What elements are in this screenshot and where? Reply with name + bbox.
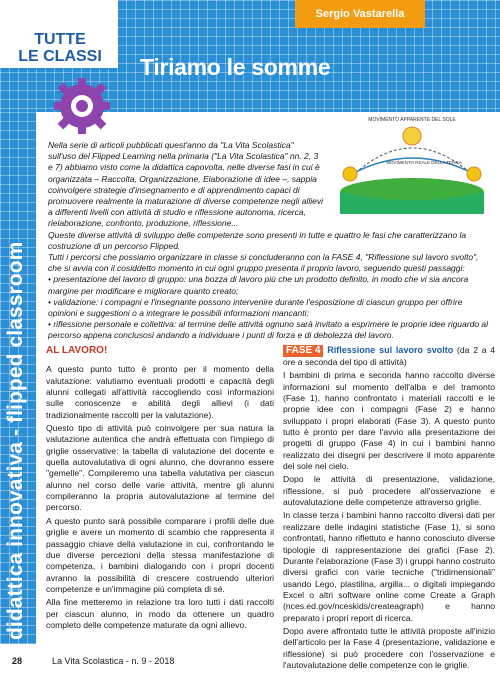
section-line-2: LE CLASSI (18, 48, 102, 65)
left-paragraph-1: A questo punto tutto è pronto per il momento della valutazione: valutiamo eventuali prodotti e capacità degli alunni collegati all'attività raccogliendo così informazioni sulle conoscenze e abilità degli allievi (i dati tradizionalmente raccolti per la valutazione). (46, 364, 274, 420)
intro-bullet-3: • riflessione personale e collettiva: al termine delle attività ognuno sarà invitato a esprimere le proprie idee riguardo al percorso appena conclusosi andando a individuare i punti di forza e di debolezza del lavoro. (48, 319, 489, 341)
intro-paragraph-1: Nella serie di articoli pubblicati quest'anno da "La Vita Scolastica" sull'uso del Flipped Learning nella primaria ("La Vita Scolastica" nn. 2, 3 e 7) abbiamo visto come la didattica capovolta, nelle diverse fasi in cui è organizzata – Raccolta, Organizzazione, Elaborazione di idee –, sappia coinvolgere strategie d'insegnamento e di apprendimento capaci di promuovere realmente la maturazione di diverse competenze negli allievi a differenti livelli con attività di studio e riflessione autonoma, ricerca, rielaborazione, confronto, produzione, riflessione... (48, 140, 323, 229)
page-number: 28 (12, 656, 23, 666)
phase-note: (da 2 a 4 ore a seconda del tipo di attività) (283, 345, 495, 367)
intro-text (48, 140, 493, 342)
intro-paragraph-2: Queste diverse attività di sviluppo delle competenze sono presenti in tutte e quattro le fasi che caratterizzano la costruzione di un percorso Flipped. (48, 229, 467, 251)
intro-bullet-1: • presentazione del lavoro di gruppo: una bozza di lavoro più che un prodotto definito, in modo che vi sia ancora margine per modificare e migliorare quanto creato; (48, 274, 469, 296)
left-paragraph-2: Questo tipo di attività può coinvolgere per sua natura la valutazione autentica che andrà effettuata con l'impiego di griglie osservative: la tabella di valutazione del docente e quella autovalutativa di ogni alunno, che dovranno essere "gemelle". Compileremo una tabella valutativa per ciascun alunno nel corso delle varie attività, mentre gli alunni compileranno la propria autovalutazione al termine del percorso. (46, 423, 274, 513)
phase-badge: FASE 4 (283, 345, 323, 357)
gear-icon (52, 76, 112, 136)
right-paragraph-1: I bambini di prima e seconda hanno raccolto diverse informazioni sul momento dell'alba e del tramonto (Fase 1), hanno confrontato i materiali raccolti e le proprie idee con i compagni (Fase 2) e hanno sviluppato i propri elaborati (Fase 3). A questo punto tutto è pronto per dare l'avvio alla presentazione dei progetti di gruppo (Fase 4) in cui i bambini hanno realizzato dei disegni per descrivere il moto apparente del sole nel cielo. (283, 370, 495, 472)
intro-paragraph-3: Tutti i percorsi che possiamo organizzare in classe si concluderanno con la FASE 4, "Riflessione sul lavoro svolto", che si avvia con il cosiddetto momento in cui ogni gruppo presenta il proprio lavoro, seguendo questi passaggi: (48, 252, 479, 274)
left-paragraph-3: A questo punto sarà possibile comparare i profili delle due griglie e avere un momento di scambio che rappresenta il passaggio chiave della valutazione in cui, confrontando le due diverse percezioni della stessa manifestazione di competenza, i bambini dialogando con i propri docenti avranno la possibilità di crescere costruendo ulteriori competenze e un'immagine più completa di sé. (46, 515, 274, 594)
right-paragraph-3: In classe terza i bambini hanno raccolto diversi dati per realizzare delle indagini statistiche (Fase 1), si sono confrontati, hanno riflettuto e hanno conosciuto diverse tipologie di rappresentazione dei grafici (Fase 2). Durante l'elaborazione (Fase 3) i gruppi hanno costruito diversi grafici con varie tecniche ("tridimensionali" usando Lego, plastilina, argilla... o digitali impiegando Excel o altri software online come Create a Graph (nces.ed.gov/nceskids/createagraph) e hanno preparato i propri report di ricerca. (283, 510, 495, 623)
illustration-caption-top: MOVIMENTO APPARENTE DEL SOLE (368, 117, 456, 123)
phase-header (283, 345, 495, 368)
page-title: Tiriamo le somme (140, 54, 331, 80)
intro-bullet-2: • validazione: i compagni e l'insegnante possono intervenire durante l'esposizione di ciascun gruppo per offrire opinioni e suggestioni o a integrare le possibili informazioni mancanti; (48, 296, 463, 319)
author-tab: Sergio Vastarella (295, 0, 425, 28)
section-label (12, 31, 108, 65)
left-paragraph-4: Alla fine metteremo in relazione tra loro tutti i dati raccolti per ciascun alunno, in modo da ottenere un quadro completo delle competenze maturate da ogni allievo. (46, 597, 274, 630)
vertical-section-title: didattica innovativa - flipped classroom (4, 241, 27, 640)
left-column (46, 345, 274, 633)
magazine-footer: La Vita Scolastica - n. 9 - 2018 (52, 656, 175, 666)
phase-title: Riflessione sul lavoro svolto (327, 345, 454, 355)
right-column (283, 345, 495, 673)
illustration-caption-mid: MOVIMENTO REALE DELLA TERRA (386, 160, 462, 165)
right-paragraph-4: Dopo avere affrontato tutte le attività proposte all'inizio dell'articolo per la Fase 4 (presentazione, validazione e riflessione) si può procedere con l'osservazione e l'autovalutazione delle competenze con le griglie. (283, 625, 495, 670)
right-paragraph-2: Dopo le attività di presentazione, validazione, riflessione, si può procedere all'osservazione e autovalutazione delle competenze attraverso griglie. (283, 474, 495, 508)
section-heading: AL LAVORO! (46, 345, 108, 356)
section-line-1: TUTTE (34, 31, 86, 48)
